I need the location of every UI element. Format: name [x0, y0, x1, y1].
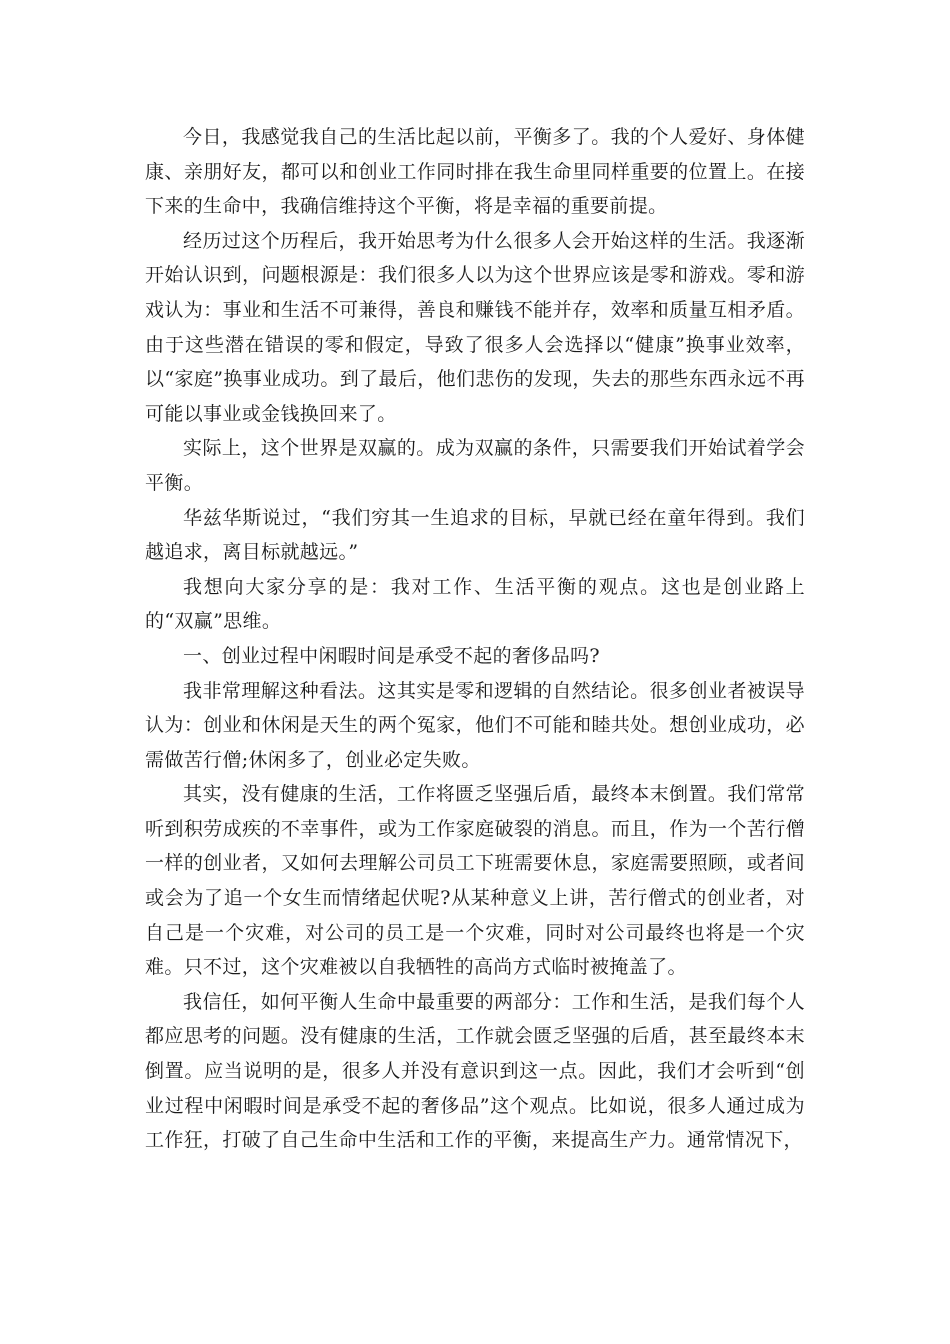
paragraph-4: 华兹华斯说过，“我们穷其一生追求的目标，早就已经在童年得到。我们越追求，离目标就越远。” — [145, 506, 805, 564]
paragraph-1: 今日，我感觉我自己的生活比起以前，平衡多了。我的个人爱好、身体健康、亲朋好友，都可以和创业工作同时排在我生命里同样重要的位置上。在接下来的生命中，我确信维持这个平衡，将是幸福的重要前提。 — [145, 126, 805, 218]
paragraph-6: 我非常理解这种看法。这其实是零和逻辑的自然结论。很多创业者被误导认为：创业和休闲是天生的两个冤家，他们不可能和睦共处。想创业成功，必需做苦行僧;休闲多了，创业必定失败。 — [145, 679, 805, 771]
paragraph-8: 我信任，如何平衡人生命中最重要的两部分：工作和生活，是我们每个人都应思考的问题。没有健康的生活，工作就会匮乏坚强的后盾，甚至最终本末倒置。应当说明的是，很多人并没有意识到这一点。因此，我们才会听到“创业过程中闲暇时间是承受不起的奢侈品”这个观点。比如说，很多人通过成为工作狂，打破了自己生命中生活和工作的平衡，来提高生产力。通常情况下， — [145, 990, 805, 1152]
section-heading: 一、创业过程中闲暇时间是承受不起的奢侈品吗? — [183, 644, 600, 667]
paragraph-7: 其实，没有健康的生活，工作将匮乏坚强后盾，最终本末倒置。我们常常听到积劳成疾的不幸事件，或为工作家庭破裂的消息。而且，作为一个苦行僧一样的创业者，又如何去理解公司员工下班需要休息，家庭需要照顾，或者间或会为了追一个女生而情绪起伏呢?从某种意义上讲，苦行僧式的创业者，对自己是一个灾难，对公司的员工是一个灾难，同时对公司最终也将是一个灾难。只不过，这个灾难被以自我牺牲的高尚方式临时被掩盖了。 — [145, 783, 805, 979]
paragraph-5: 我想向大家分享的是：我对工作、生活平衡的观点。这也是创业路上的“双赢”思维。 — [145, 575, 805, 633]
paragraph-2: 经历过这个历程后，我开始思考为什么很多人会开始这样的生活。我逐渐开始认识到，问题根源是：我们很多人以为这个世界应该是零和游戏。零和游戏认为：事业和生活不可兼得，善良和赚钱不能并存，效率和质量互相矛盾。由于这些潜在错误的零和假定，导致了很多人会选择以“健康”换事业效率，以“家庭”换事业成功。到了最后，他们悲伤的发现，失去的那些东西永远不再可能以事业或金钱换回来了。 — [145, 229, 805, 425]
document-body — [145, 120, 805, 1158]
paragraph-3: 实际上，这个世界是双赢的。成为双赢的条件，只需要我们开始试着学会平衡。 — [145, 437, 805, 494]
